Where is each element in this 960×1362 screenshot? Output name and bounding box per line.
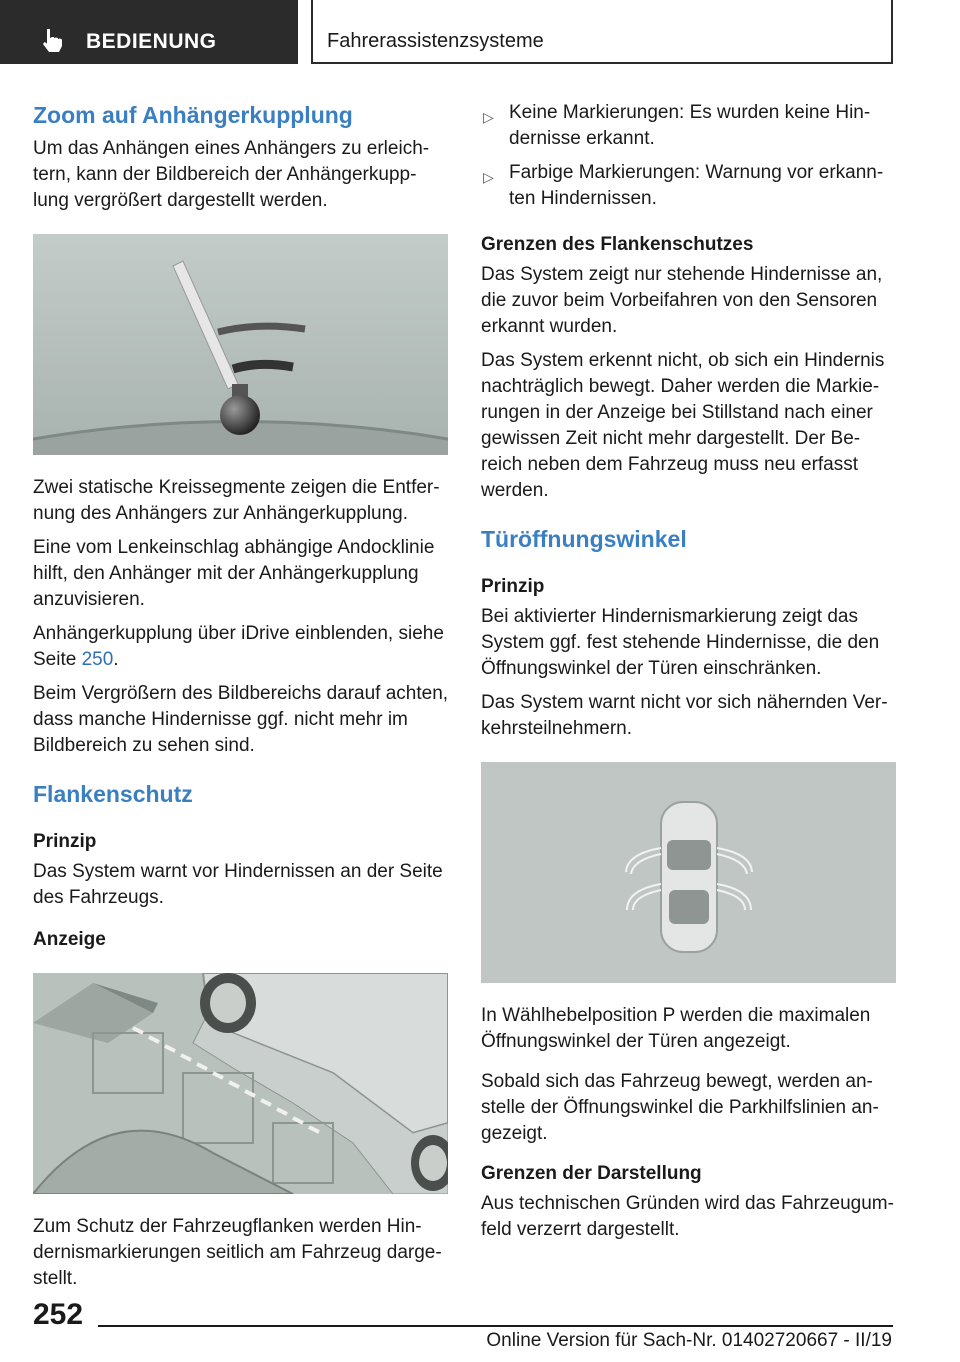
hitch-zoom-image	[33, 234, 448, 455]
paragraph-schutz: Zum Schutz der Fahrzeugflanken werden Hin-dernismarkierungen seitlich am Fahrzeug darge-stellt.	[33, 1216, 442, 1289]
chapter-header	[311, 0, 893, 64]
paragraph-andock: Eine vom Lenkeinschlag abhängige Andocklinie hilft, den Anhänger mit der Anhängerkupplung anzuvisieren.	[33, 537, 435, 610]
left-column	[33, 100, 449, 1300]
paragraph-idrive: Anhängerkupplung über iDrive einblenden, siehe Seite 250.	[33, 623, 444, 670]
heading-flankenschutz: Flankenschutz	[33, 781, 193, 807]
page-number: 252	[33, 1298, 84, 1331]
section-label: BEDIENUNG	[86, 30, 217, 53]
side-protection-image	[33, 973, 448, 1194]
door-angle-image	[481, 762, 896, 983]
triangle-right-icon: ▷	[483, 169, 494, 185]
subheading-grenzen: Grenzen des Flankenschutzes	[481, 234, 754, 255]
page-link[interactable]: 250	[81, 649, 114, 670]
paragraph-darstellung: Aus technischen Gründen wird das Fahrzeugum-feld verzerrt dargestellt.	[481, 1193, 894, 1240]
list-item: ▷ Farbige Markierungen: Warnung vor erkann-ten Hindernissen.	[483, 162, 884, 209]
triangle-right-icon: ▷	[483, 109, 494, 125]
section-tab	[0, 0, 298, 64]
hand-pointer-icon	[38, 26, 66, 54]
heading-tueroeffnung: Türöffnungswinkel	[481, 526, 687, 552]
heading-zoom: Zoom auf Anhängerkupplung	[33, 102, 353, 128]
paragraph-segments: Zwei statische Kreissegmente zeigen die Entfer-nung des Anhängers zur Anhängerkupplung.	[33, 477, 440, 524]
footer-online-version: Online Version für Sach-Nr. 01402720667 - II/19	[486, 1330, 892, 1351]
subheading-prinzip: Prinzip	[481, 576, 545, 597]
right-column	[481, 100, 897, 1251]
paragraph-prinzip: Das System warnt vor Hindernissen an der Seite des Fahrzeugs.	[33, 861, 443, 908]
paragraph-sobald: Sobald sich das Fahrzeug bewegt, werden an-stelle der Öffnungswinkel die Parkhilfslinien an-gezeigt.	[481, 1071, 879, 1144]
list-item: ▷ Keine Markierungen: Es wurden keine Hin-dernisse erkannt.	[483, 102, 871, 149]
paragraph-zoom-warning: Beim Vergrößern des Bildbereichs darauf achten, dass manche Hindernisse ggf. nicht mehr im Bildbereich zu sehen sind.	[33, 683, 449, 756]
marking-list	[481, 100, 897, 212]
paragraph-grenzen-1: Das System zeigt nur stehende Hindernisse an, die zuvor beim Vorbeifahren von den Sensoren erkannt wurden.	[481, 264, 883, 337]
paragraph-grenzen-2: Das System erkennt nicht, ob sich ein Hindernis nachträglich bewegt. Daher werden die Markie-rungen in der Anzeige bei Stillstand nach einer gewissen Zeit nicht mehr dargestellt. Der Be-reich neben dem Fahrzeug muss neu erfasst werden.	[481, 350, 885, 501]
paragraph-zoom: Um das Anhängen eines Anhängers zu erleich-tern, kann der Bildbereich der Anhängerkupp-lung vergrößert dargestellt werden.	[33, 138, 430, 211]
paragraph-tuer-2: Das System warnt nicht vor sich nähernden Ver-kehrsteilnehmern.	[481, 692, 888, 739]
subheading-darstellung: Grenzen der Darstellung	[481, 1163, 702, 1184]
subheading-anzeige: Anzeige	[33, 929, 106, 950]
subheading-prinzip: Prinzip	[33, 831, 97, 852]
paragraph-tuer-1: Bei aktivierter Hindernismarkierung zeigt das System ggf. fest stehende Hindernisse, die den Öffnungswinkel der Türen einschränken.	[481, 606, 880, 679]
chapter-label: Fahrerassistenzsysteme	[327, 30, 544, 52]
paragraph-waehlhebel: In Wählhebelposition P werden die maximalen Öffnungswinkel der Türen angezeigt.	[481, 1005, 871, 1052]
footer-divider	[98, 1325, 893, 1327]
